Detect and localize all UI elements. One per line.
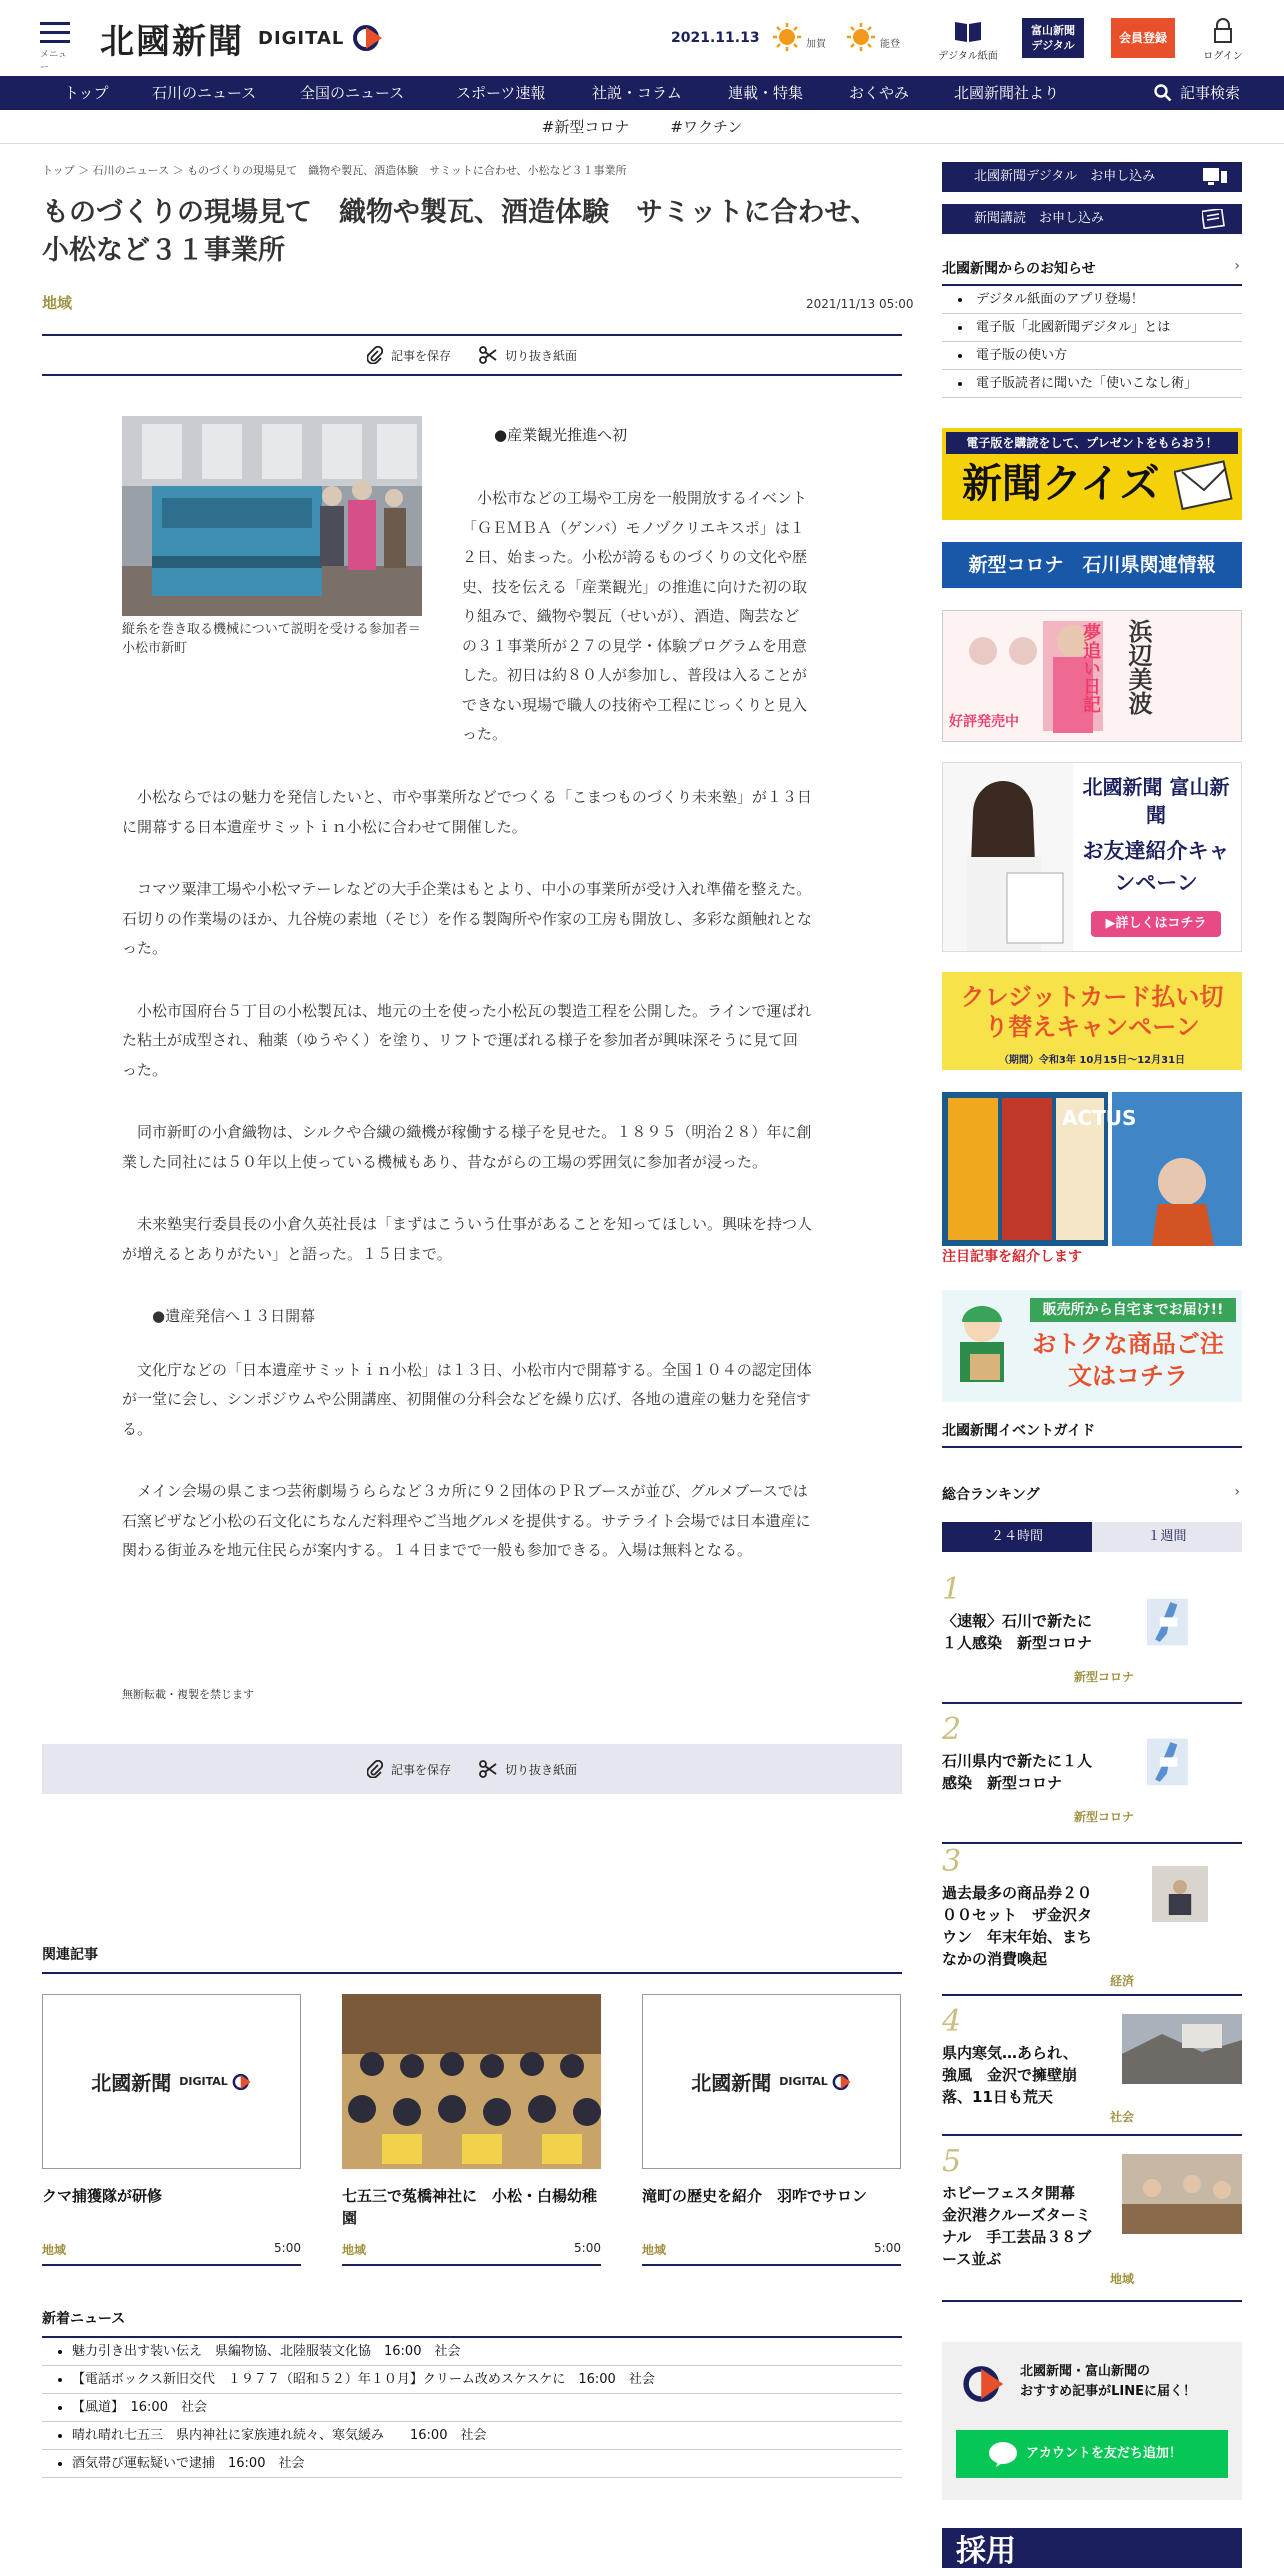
ranking-tabs <box>942 1522 1242 1552</box>
rank-title: 石川県内で新たに１人感染 新型コロナ <box>942 1752 1093 1792</box>
related-genre: 地域 <box>642 2243 667 2257</box>
body-paragraph: 小松市国府台５丁目の小松製瓦は、地元の土を使った小松瓦の製造工程を公開した。ラインで運ばれた粘土が成型され、釉薬（ゆうやく）を塗り、リフトで運ばれる様子を参加者が興味深そうに見て回った。 <box>122 1001 812 1079</box>
tag-vaccine[interactable]: #ワクチン <box>670 118 743 136</box>
notice-item[interactable]: 電子版読者に聞いた「使いこなし術」 <box>942 370 1242 398</box>
newspaper-icon <box>1202 209 1226 229</box>
weather-city: 加賀 <box>806 39 826 50</box>
related-card[interactable] <box>342 1994 601 2266</box>
logo-mark-icon <box>832 2073 852 2091</box>
rank-genre: 社会 <box>1109 2110 1134 2124</box>
ranking-item[interactable] <box>942 1712 1242 1844</box>
notice-heading[interactable]: 北國新聞からのお知らせ › <box>942 258 1242 286</box>
clip-paper-button[interactable]: 切り抜き紙面 <box>479 1760 577 1778</box>
toyama-digital-button[interactable]: 富山新聞 デジタル <box>1022 18 1084 58</box>
rank-title: ホビーフェスタ開幕 金沢港クルーズターミナル 手工芸品３８ブース並ぶ <box>942 2184 1092 2268</box>
related-thumb-logo: 北國新聞 DIGITAL <box>642 1994 901 2169</box>
rank-number: 4 <box>942 2004 962 2039</box>
lead-paragraph: 小松市などの工場や工房を一般開放するイベント「ＧＥＭＢＡ（ゲンバ）モノヅクリエキスポ」は１２日、始まった。小松が誇るものづくりの文化や歴史、技を伝える「産業観光」の推進に向けた初の取り組みで、織物や製瓦（せいが）、酒造、陶芸などの３１事業所が２７の見学・体験プログラムを用意した。初日は約８０人が参加し、普段は入ることができない現場で職人の技術や工程にじっくりと見入った。 <box>462 489 808 743</box>
related-thumb-photo <box>342 1994 601 2169</box>
ranking-item[interactable] <box>942 2004 1242 2136</box>
body-paragraph: コマツ粟津工場や小松マテーレなどの大手企業はもとより、中小の事業所が受け入れ準備を整えた。石切りの作業場のほか、九谷焼の素地（そじ）を作る製陶所や作家の工房も開放し、多彩な顔触れとなった。 <box>122 880 813 957</box>
tab-1week[interactable]: １週間 <box>1092 1522 1242 1552</box>
digital-paper-label: デジタル紙面 <box>938 51 998 62</box>
logo-digital: DIGITAL <box>258 27 345 49</box>
scissors-icon <box>479 1760 497 1778</box>
notice-item[interactable]: 電子版の使い方 <box>942 342 1242 370</box>
article-title: ものづくりの現場見て 織物や製瓦、酒造体験 サミットに合わせ、小松など３１事業所 <box>42 197 878 266</box>
news-item[interactable]: 酒気帯び運転疑いで逮捕 16:00 社会 <box>42 2450 902 2478</box>
menu-button[interactable] <box>40 22 72 73</box>
ishikawa-map-image <box>1147 1582 1217 1662</box>
weather-noto <box>846 22 900 52</box>
body-paragraph: 文化庁などの「日本遺産サミットｉｎ小松」は１３日、小松市内で開幕する。全国１０４の認定団体が一堂に会し、シンポジウムや公開講座、初開催の分科会などを繰り広げ、各地の遺産の魅力を発信する。 <box>122 1360 812 1438</box>
devices-icon <box>1202 167 1228 187</box>
related-time: 5:00 <box>874 2241 901 2255</box>
related-title: 滝町の歴史を紹介 羽咋でサロン <box>642 2187 868 2205</box>
paperclip-icon <box>367 1760 383 1778</box>
envelope-icon <box>1174 460 1234 510</box>
breadcrumb[interactable]: トップ ＞ 石川のニュース ＞ ものづくりの現場見て 織物や製瓦、酒造体験 サミットに合わせ、小松など３１事業所 <box>42 164 627 177</box>
nav-search[interactable] <box>1154 76 1240 110</box>
chevron-right-icon: › <box>1234 1484 1240 1500</box>
subscribe-digital-button[interactable]: 北國新聞デジタル お申し込み <box>942 162 1242 192</box>
logo-mark-icon <box>232 2073 252 2091</box>
photo-caption: 縦糸を巻き取る機械について説明を受ける参加者＝小松市新町 <box>122 622 421 656</box>
save-article-button[interactable]: 記事を保存 <box>367 1760 451 1778</box>
site-logo[interactable] <box>100 16 384 60</box>
weather-city: 能登 <box>880 39 900 50</box>
chevron-right-icon: › <box>1234 258 1240 274</box>
nav-national[interactable]: 全国のニュース <box>300 84 405 102</box>
hamburger-icon <box>40 22 70 25</box>
notice-list <box>942 286 1242 398</box>
line-text: おすすめ記事がLINEに届く！ <box>1020 2384 1197 2399</box>
article-photo <box>122 416 422 616</box>
related-title: クマ捕獲隊が研修 <box>42 2187 163 2205</box>
body-subheading: ●遺産発信へ１３日開幕 <box>152 1307 316 1325</box>
weather-kaga <box>772 22 826 52</box>
body-paragraph: 同市新町の小倉織物は、シルクや合繊の織機が稼働する様子を見せた。１８９５（明治２８）年に創業した同社には５０年以上使っている機械もあり、昔ながらの工場の雰囲気に参加者が浸った。 <box>122 1123 812 1171</box>
line-text: 北國新聞・富山新聞の <box>1020 2364 1151 2379</box>
body-paragraph: メイン会場の県こまつ芸術劇場うららなど３カ所に９２団体のＰＲブースが並び、グルメブースでは石窯ピザなど小松の石文化にちなんだ料理やご当地グルメを提供する。サテライト会場では日本遺産に関わる街並みを地元住民らが案内する。１４日までで一般も参加できる。入場は無料となる。 <box>122 1482 811 1559</box>
related-genre: 地域 <box>342 2243 367 2257</box>
book-banner[interactable]: 浜辺美波 夢追い日記 好評発売中 <box>942 610 1242 742</box>
hashtag-bar <box>0 110 1284 144</box>
related-title: 七五三で菟橋神社に 小松・白楊幼稚園 <box>342 2187 598 2227</box>
rank-number: 1 <box>942 1572 962 1607</box>
rank-genre: 経済 <box>1109 1974 1134 1988</box>
nav-company[interactable]: 北國新聞社より <box>954 84 1060 102</box>
quiz-banner[interactable]: 電子版を購読をして、プレゼントをもらおう！ 新聞クイズ <box>942 428 1242 520</box>
friend-campaign-banner[interactable]: 北國新聞 富山新聞 お友達紹介キャンペーン ▶詳しくはコチラ <box>942 762 1242 952</box>
nav-top[interactable]: トップ <box>64 84 109 102</box>
actus-banner[interactable]: ACTUS 注目記事を紹介します <box>942 1092 1242 1266</box>
site-header <box>0 0 1284 76</box>
ranking-heading[interactable]: 総合ランキング › <box>942 1484 1240 1503</box>
delivery-person-icon <box>948 1298 1018 1398</box>
tab-24h[interactable]: ２４時間 <box>942 1522 1092 1552</box>
search-label: 記事検索 <box>1180 84 1241 102</box>
article-date: 2021/11/13 05:00 <box>806 297 914 311</box>
article-genre[interactable]: 地域 <box>42 294 73 312</box>
copyright-note: 無断転載・複製を禁じます <box>122 1688 254 1701</box>
member-register-button[interactable]: 会員登録 <box>1111 18 1175 58</box>
news-item[interactable]: 【電話ボックス新旧交代 １９７７（昭和５２）年１０月】クリーム改めスケスケに 16:00 社会 <box>42 2366 902 2394</box>
login-label: ログイン <box>1203 51 1243 62</box>
nav-editorial[interactable]: 社説・コラム <box>592 84 682 102</box>
scissors-icon <box>479 346 497 364</box>
line-icon <box>988 2441 1018 2467</box>
related-thumb-logo: 北國新聞 DIGITAL <box>42 1994 301 2169</box>
rank-title: 県内寒気…あられ、強風 金沢で擁壁崩落、11日も荒天 <box>942 2044 1078 2106</box>
news-item[interactable]: 晴れ晴れ七五三 県内神社に家族連れ続々、寒気緩み 16:00 社会 <box>42 2422 902 2450</box>
related-card[interactable] <box>642 1994 901 2266</box>
nav-obituary[interactable]: おくやみ <box>849 84 910 102</box>
digital-paper-button[interactable] <box>935 18 1001 62</box>
search-icon <box>1154 84 1172 102</box>
paperclip-icon <box>367 346 383 364</box>
news-heading: 新着ニュース <box>42 2308 902 2338</box>
save-article-button[interactable]: 記事を保存 <box>367 346 451 364</box>
shop-banner[interactable]: 販売所から自宅までお届け!! おトクな商品ご注文はコチラ <box>942 1290 1242 1402</box>
related-time: 5:00 <box>574 2241 601 2255</box>
notice-item[interactable]: デジタル紙面のアプリ登場！ <box>942 286 1242 314</box>
logo-mark-icon <box>352 24 384 52</box>
related-genre: 地域 <box>42 2243 67 2257</box>
ishikawa-map-image <box>1147 1722 1217 1802</box>
news-photo <box>1122 2014 1242 2084</box>
news-photo <box>1122 2154 1242 2234</box>
line-add-friend-button[interactable]: アカウントを友だち追加！ <box>956 2430 1228 2478</box>
rank-number: 2 <box>942 1712 962 1747</box>
nav-ishikawa[interactable]: 石川のニュース <box>152 84 257 102</box>
tag-corona[interactable]: #新型コロナ <box>541 118 630 136</box>
ranking-item[interactable] <box>942 1844 1242 1996</box>
recruit-banner[interactable]: 採用 <box>942 2528 1242 2568</box>
corona-info-banner[interactable]: 新型コロナ 石川県関連情報 <box>942 542 1242 588</box>
logo-mark-icon <box>962 2364 1006 2404</box>
rank-genre: 新型コロナ <box>1073 1810 1134 1824</box>
rank-number: 5 <box>942 2144 962 2179</box>
logo-text: 北國新聞 <box>100 21 244 62</box>
article-toolbar-top <box>42 334 902 376</box>
nav-sports[interactable]: スポーツ速報 <box>456 84 546 102</box>
notice-item[interactable]: 電子版「北國新聞デジタル」とは <box>942 314 1242 342</box>
main-nav <box>0 76 1284 110</box>
rank-genre: 新型コロナ <box>1073 1670 1134 1684</box>
body-paragraph: 小松ならではの魅力を発信したいと、市や事業所などでつくる「こまつものづくり未来塾」が１３日に開幕する日本遺産サミットｉｎ小松に合わせて開催した。 <box>122 788 812 836</box>
related-time: 5:00 <box>274 2241 301 2255</box>
book-icon <box>953 18 983 44</box>
rank-title: 過去最多の商品券２０００セット ザ金沢タウン 年末年始、まちなかの消費喚起 <box>942 1884 1093 1968</box>
campaign-person-image <box>943 763 1073 952</box>
ranking-item[interactable] <box>942 2144 1242 2302</box>
article-toolbar-bottom <box>42 1744 902 1794</box>
menu-label: メニュー <box>40 50 68 73</box>
nav-series[interactable]: 連載・特集 <box>728 84 804 102</box>
lock-icon <box>1212 18 1234 44</box>
body-paragraph: 未来塾実行委員長の小倉久英社長は「まずはこういう仕事があることを知ってほしい。興味を持つ人が増えるとありがたい」と語った。１５日まで。 <box>122 1215 813 1263</box>
related-heading: 関連記事 <box>42 1944 902 1974</box>
news-photo <box>1152 1854 1208 1934</box>
header-date: 2021.11.13 <box>671 30 760 46</box>
credit-card-banner[interactable]: クレジットカード払い切り替えキャンペーン （期間）令和3年 10月15日～12月31日 <box>942 972 1242 1070</box>
login-button[interactable] <box>1198 18 1248 62</box>
rank-title: 〈速報〉石川で新たに１人感染 新型コロナ <box>942 1612 1093 1652</box>
related-card[interactable] <box>42 1994 301 2266</box>
line-follow-box <box>942 2342 1242 2500</box>
news-item[interactable]: 【風道】 16:00 社会 <box>42 2394 902 2422</box>
event-guide-heading[interactable]: 北國新聞イベントガイド <box>942 1420 1242 1448</box>
clip-paper-button[interactable]: 切り抜き紙面 <box>479 346 577 364</box>
news-list <box>42 2338 902 2478</box>
ranking-item[interactable] <box>942 1572 1242 1704</box>
article-body <box>122 783 812 1599</box>
sun-icon <box>772 22 802 52</box>
news-item[interactable]: 魅力引き出す装い伝え 県編物協、北陸服装文化協 16:00 社会 <box>42 2338 902 2366</box>
rank-genre: 地域 <box>1109 2272 1134 2286</box>
sun-icon <box>846 22 876 52</box>
rank-number: 3 <box>942 1844 962 1879</box>
subscribe-paper-button[interactable]: 新聞講読 お申し込み <box>942 204 1242 234</box>
lead-subheading: ●産業観光推進へ初 <box>494 426 628 444</box>
campaign-detail-button[interactable]: ▶詳しくはコチラ <box>1091 911 1221 937</box>
